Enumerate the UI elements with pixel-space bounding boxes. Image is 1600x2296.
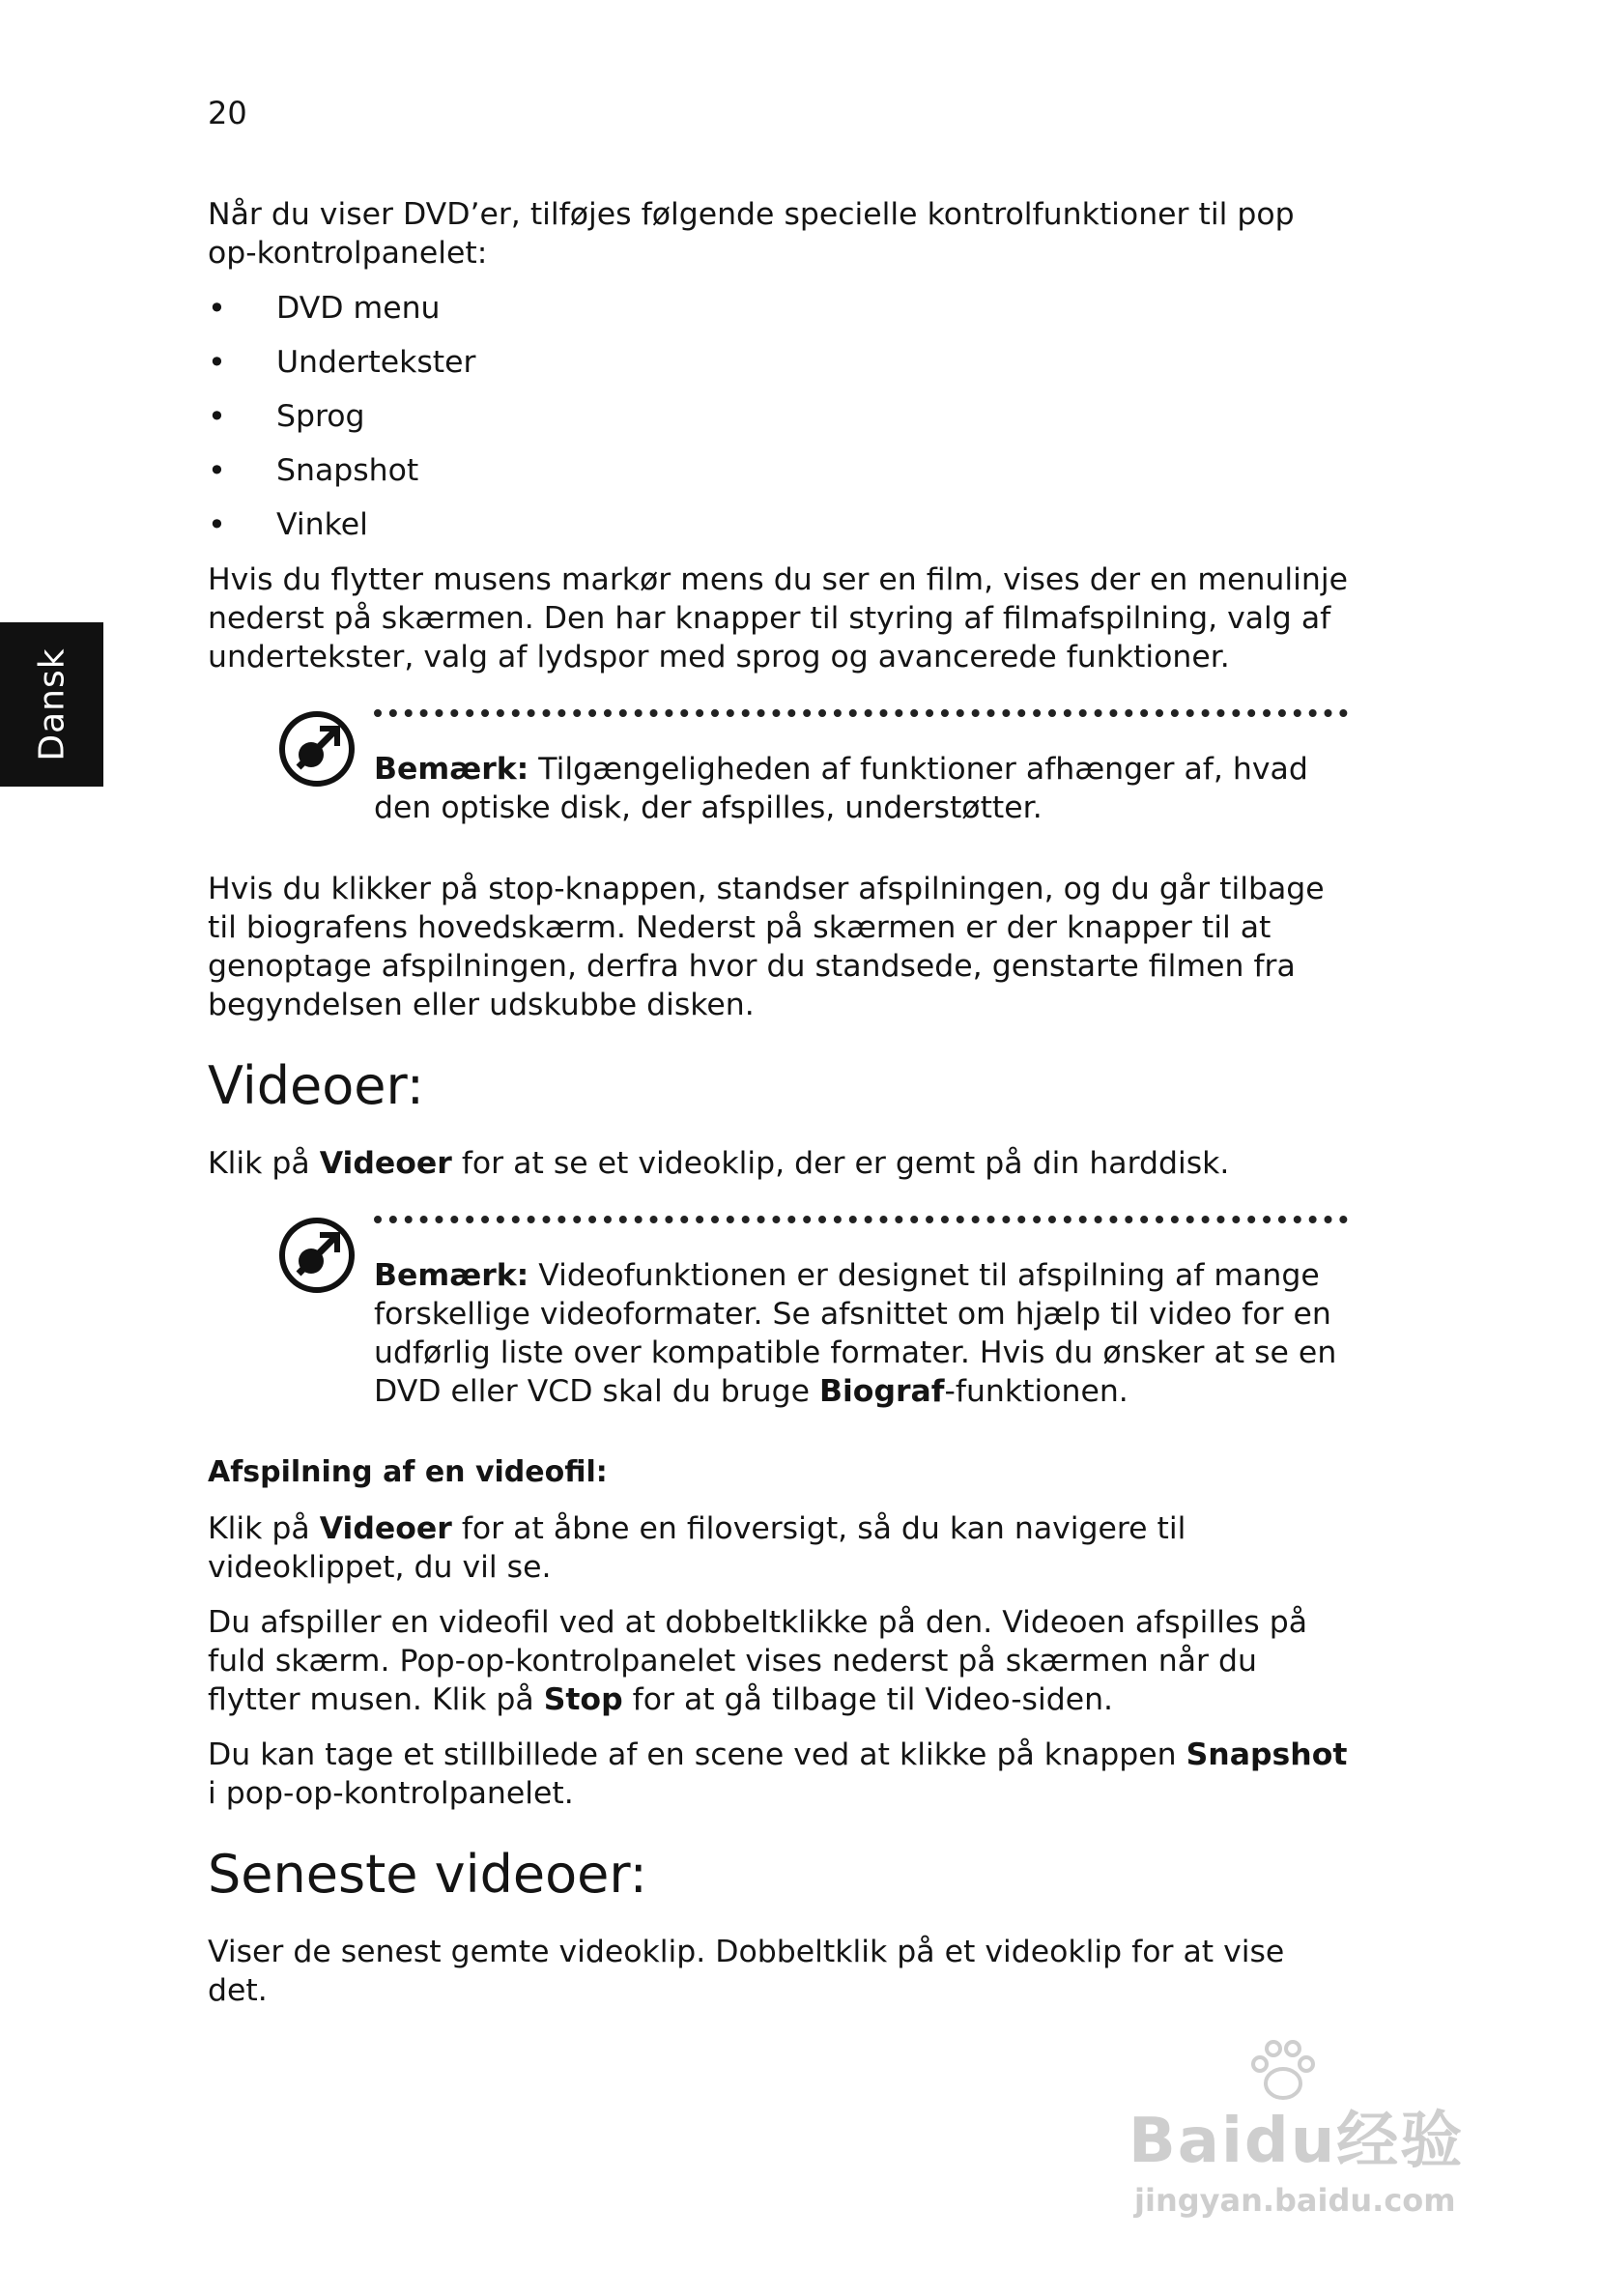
text-span: Klik på (208, 1511, 320, 1546)
intro-paragraph: Når du viser DVD’er, tilføjes følgende specielle kontrolfunktioner til pop op-kontrolpanelet: (208, 197, 1295, 271)
list-item: • Undertekster (208, 343, 1348, 382)
text-span: i pop-op-kontrolpanelet. (208, 1776, 574, 1811)
watermark-logo-text: Baidu经验 (1129, 2106, 1465, 2177)
note-label: Bemærk: (374, 1258, 529, 1293)
bold-term: Snapshot (1186, 1737, 1348, 1772)
playback-paragraph-2 (208, 1603, 1348, 1719)
dvd-controls-list (208, 289, 1348, 544)
baidu-watermark (1129, 2037, 1505, 2230)
note-body: Tilgængeligheden af funktioner afhænger af, hvad den optiske disk, der afspilles, understøtter. (374, 752, 1308, 825)
text-span: for at åbne en filoversigt, så du kan navigere til videoklippet, du vil se. (208, 1511, 1186, 1585)
note-body: -funktionen. (944, 1374, 1129, 1409)
note-icon (277, 709, 357, 789)
note-box (277, 1216, 1348, 1411)
list-item: • DVD menu (208, 289, 1348, 328)
language-side-tab (0, 622, 103, 787)
text-span: for at gå tilbage til Video-siden. (622, 1682, 1114, 1717)
text-span: Du afspiller en videofil ved at dobbeltklikke på den. Videoen afspilles på fuld skærm. Pop-op-kontrolpanelet vises nederst på skærmen når du flytter musen. Klik på (208, 1605, 1308, 1717)
note-divider (374, 709, 1348, 717)
playback-paragraph-3 (208, 1736, 1348, 1813)
bold-term: Videoer (319, 1511, 452, 1546)
note-icon (277, 1216, 357, 1295)
note-label: Bemærk: (374, 752, 529, 787)
note-divider (374, 1216, 1348, 1223)
page-number: 20 (208, 95, 247, 131)
text-span: for at se et videoklip, der er gemt på din harddisk. (451, 1146, 1230, 1181)
recent-videos-heading: Seneste videoer: (208, 1844, 647, 1905)
bold-term: Biograf (819, 1374, 945, 1409)
page-content (208, 195, 1348, 2026)
videos-heading: Videoer: (208, 1055, 424, 1116)
note-text (374, 750, 1348, 827)
note-box (277, 709, 1348, 827)
bold-term: Stop (543, 1682, 623, 1717)
recent-videos-text: Viser de senest gemte videoklip. Dobbeltklik på et videoklip for at vise det. (208, 1935, 1285, 2008)
text-span: Du kan tage et stillbillede af en scene ved at klikke på knappen (208, 1737, 1186, 1772)
list-item: • Sprog (208, 397, 1348, 436)
list-item: • Vinkel (208, 505, 1348, 544)
playback-heading: Afspilning af en videofil: (208, 1455, 608, 1489)
playback-paragraph-1 (208, 1509, 1348, 1587)
bold-term: Videoer (319, 1146, 452, 1181)
list-item: • Snapshot (208, 451, 1348, 490)
stop-paragraph: Hvis du klikker på stop-knappen, standser afspilningen, og du går tilbage til biografens hovedskærm. Nederst på skærmen er der knapper til at genoptage afspilningen, derfra hvor du standsede, genstarte filmen fra begyndelsen eller udskubbe disken. (208, 872, 1325, 1022)
videos-intro (208, 1144, 1348, 1183)
side-tab-label: Dansk (32, 647, 71, 761)
text-span: Klik på (208, 1146, 320, 1181)
watermark-url: jingyan.baidu.com (1134, 2182, 1456, 2219)
menu-bar-paragraph: Hvis du flytter musens markør mens du ser en film, vises der en menulinje nederst på skærmen. Den har knapper til styring af filmafspilning, valg af undertekster, valg af lydspor med sprog og avancerede funktioner. (208, 562, 1348, 674)
note-text (374, 1256, 1348, 1411)
note-body: Videofunktionen er designet til afspilning af mange forskellige videoformater. Se afsnittet om hjælp til video for en udførlig liste over kompatible formater. Hvis du ønsker at se en DVD eller VCD skal du bruge (374, 1258, 1337, 1409)
